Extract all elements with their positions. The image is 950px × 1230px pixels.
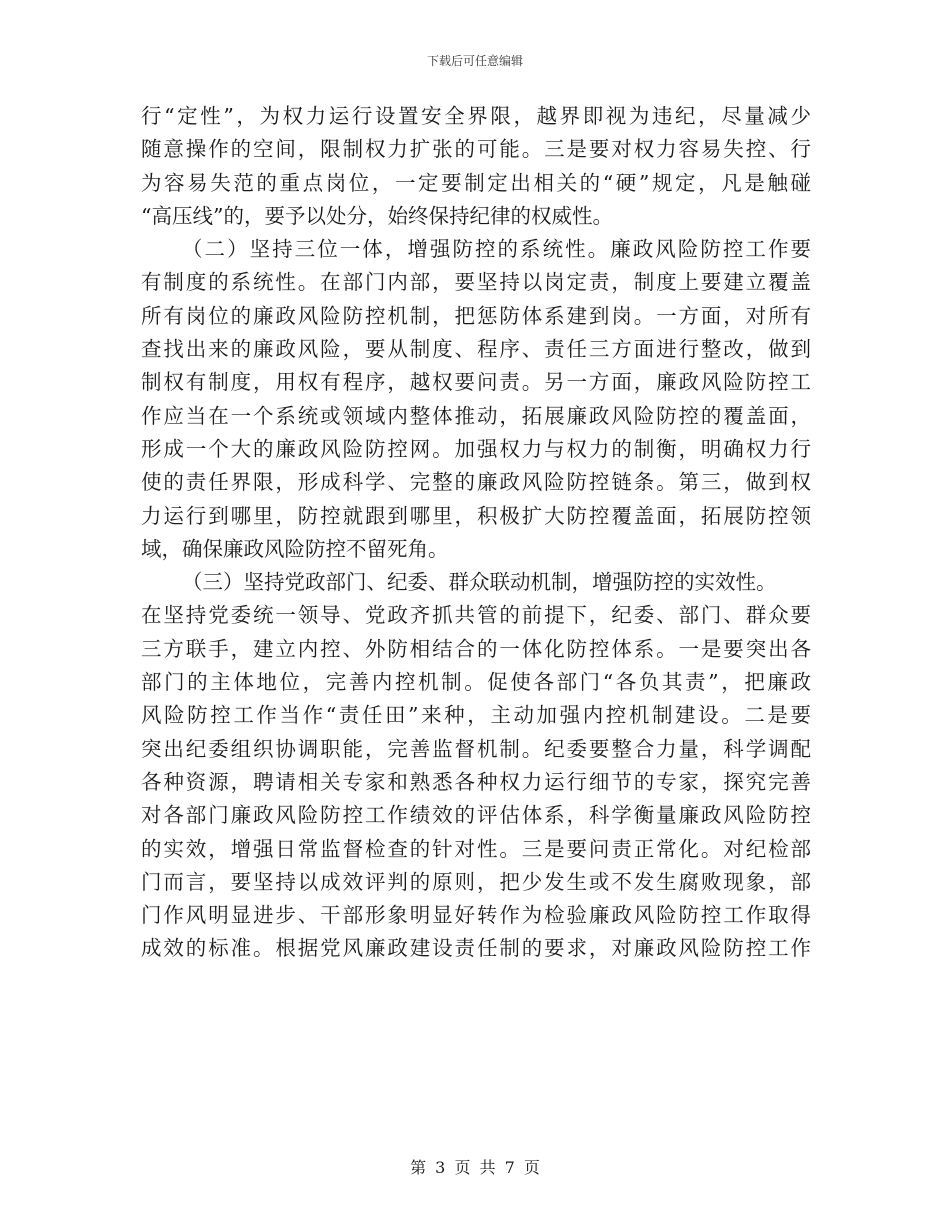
text-line: 使的责任界限，形成科学、完整的廉政风险防控链条。第三，做到权 [141, 470, 811, 495]
text-line: 成效的标准。根据党风廉政建设责任制的要求，对廉政风险防控工作 [141, 936, 811, 961]
text-line: 有制度的系统性。在部门内部，要坚持以岗定责，制度上要建立覆盖 [141, 270, 811, 295]
text-line: 各种资源，聘请相关专家和熟悉各种权力运行细节的专家，探究完善 [141, 769, 811, 794]
text-line: “高压线”的，要予以处分，始终保持纪律的权威性。 [141, 203, 613, 228]
paragraph-first-line: （三）坚持党政部门、纪委、群众联动机制，增强防控的实效性。 [182, 570, 777, 595]
text-line: 制权有制度，用权有程序，越权要问责。另一方面，廉政风险防控工 [141, 370, 811, 395]
text-line: 随意操作的空间，限制权力扩张的可能。三是要对权力容易失控、行 [141, 137, 811, 162]
text-line: 形成一个大的廉政风险防控网。加强权力与权力的制衡，明确权力行 [141, 436, 811, 461]
text-line: 域，确保廉政风险防控不留死角。 [141, 536, 449, 561]
text-line: 门而言，要坚持以成效评判的原则，把少发生或不发生腐败现象，部 [141, 869, 811, 894]
text-line: 突出纪委组织协调职能，完善监督机制。纪委要整合力量，科学调配 [141, 736, 811, 761]
text-line: 对各部门廉政风险防控工作绩效的评估体系，科学衡量廉政风险防控 [141, 803, 811, 828]
text-line: 在坚持党委统一领导、党政齐抓共管的前提下，纪委、部门、群众要 [141, 603, 811, 628]
text-line: 部门的主体地位，完善内控机制。促使各部门“各负其责”，把廉政 [141, 670, 811, 695]
text-line: 所有岗位的廉政风险防控机制，把惩防体系建到岗。一方面，对所有 [141, 303, 811, 328]
text-line: 查找出来的廉政风险，要从制度、程序、责任三方面进行整改，做到 [141, 337, 811, 362]
page-number-footer: 第 3 页 共 7 页 [410, 1158, 540, 1177]
text-line: 行“定性”，为权力运行设置安全界限，越界即视为违纪，尽量减少 [141, 104, 811, 128]
text-line: 风险防控工作当作“责任田”来种，主动加强内控机制建设。二是要 [141, 703, 811, 728]
page-header: 下载后可任意编辑 [426, 54, 523, 68]
text-line: 的实效，增强日常监督检查的针对性。三是要问责正常化。对纪检部 [141, 836, 811, 861]
text-line: 为容易失范的重点岗位，一定要制定出相关的“硬”规定，凡是触碰 [141, 170, 811, 195]
text-line: 作应当在一个系统或领域内整体推动，拓展廉政风险防控的覆盖面， [141, 403, 811, 428]
text-line: 力运行到哪里，防控就跟到哪里，积极扩大防控覆盖面，拓展防控领 [141, 503, 811, 528]
document-body [141, 100, 811, 966]
paragraph-first-line: （二）坚持三位一体，增强防控的系统性。廉政风险防控工作要 [182, 237, 811, 262]
text-line: 门作风明显进步、干部形象明显好转作为检验廉政风险防控工作取得 [141, 903, 811, 928]
text-line: 三方联手，建立内控、外防相结合的一体化防控体系。一是要突出各 [141, 636, 811, 661]
